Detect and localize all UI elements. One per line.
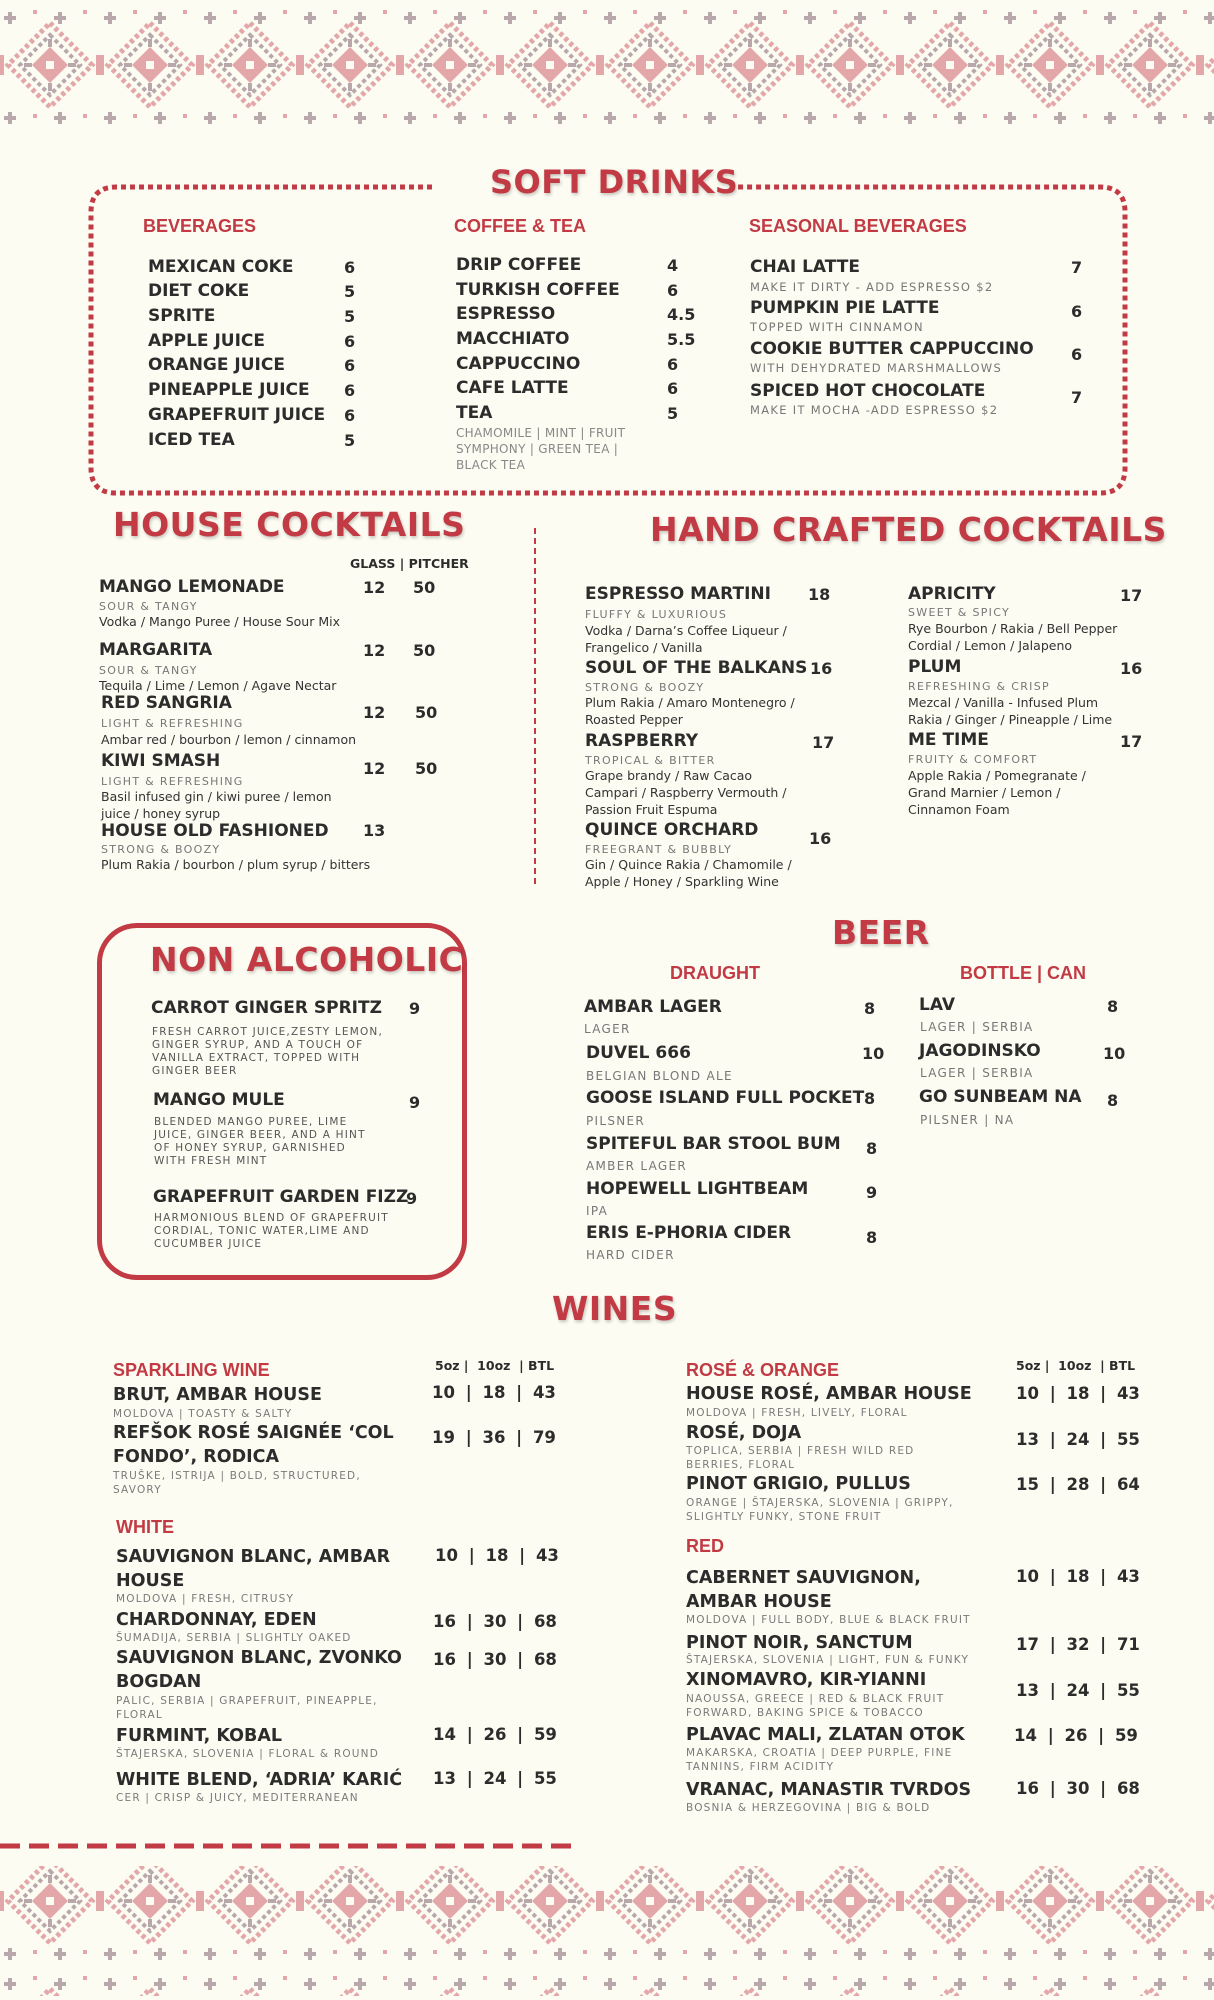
top-pattern-border <box>0 0 1214 148</box>
wine-note: ŠUMADIJA, SERBIA | SLIGHTLY OAKED <box>116 1632 352 1644</box>
wine-name: HOUSE ROSÉ, AMBAR HOUSE <box>686 1384 972 1404</box>
bottle-name: LAV <box>919 995 955 1015</box>
wine-note: CER | CRISP & JUICY, MEDITERRANEAN <box>116 1792 359 1804</box>
craft-cocktail-name: ESPRESSO MARTINI <box>585 584 771 604</box>
beverage-price: 5 <box>344 307 356 326</box>
beverage-price: 6 <box>344 406 356 425</box>
draught-style: HARD CIDER <box>586 1248 675 1262</box>
craft-cocktail-desc: Gin / Quince Rakia / Chamomile / Apple / Honey / Sparkling Wine <box>585 857 792 889</box>
wine-prices: 16 | 30 | 68 <box>433 1650 557 1669</box>
beverage-price: 5 <box>344 431 356 450</box>
draught-price: 9 <box>866 1183 878 1202</box>
coffee-price: 6 <box>667 281 679 300</box>
wine-prices: 15 | 28 | 64 <box>1016 1475 1140 1494</box>
wine-name: WHITE BLEND, ‘ADRIA’ KARIĆ <box>116 1770 403 1790</box>
craft-cocktail-desc: Vodka / Darna’s Coffee Liqueur / Frangelico / Vanilla <box>585 623 787 655</box>
coffee-name: CAPPUCCINO <box>456 354 581 374</box>
wine-prices: 10 | 18 | 43 <box>1016 1384 1140 1403</box>
cocktail-pitcher-price: 50 <box>415 759 438 778</box>
wine-prices: 19 | 36 | 79 <box>432 1428 556 1447</box>
craft-cocktail-tag: SWEET & SPICY <box>908 606 1011 619</box>
beverage-price: 5 <box>344 282 356 301</box>
cocktail-pitcher-price: 50 <box>413 641 436 660</box>
wine-note: MOLDOVA | FRESH, LIVELY, FLORAL <box>686 1407 908 1419</box>
cocktail-glass-price: 12 <box>363 578 386 597</box>
craft-cocktail-desc: Apple Rakia / Pomegranate / Grand Marnier / Lemon / Cinnamon Foam <box>908 768 1086 817</box>
seasonal-note: WITH DEHYDRATED MARSHMALLOWS <box>750 361 1003 375</box>
wine-prices: 10 | 18 | 43 <box>1016 1567 1140 1586</box>
mocktail-desc: FRESH CARROT JUICE,ZESTY LEMON, GINGER SYRUP, AND A TOUCH OF VANILLA EXTRACT, TOPPED WITH GINGER BEER <box>152 1026 384 1077</box>
draught-style: BELGIAN BLOND ALE <box>586 1069 733 1083</box>
cocktail-desc: Plum Rakia / bourbon / plum syrup / bitters <box>101 857 371 872</box>
mocktail-desc: BLENDED MANGO PUREE, LIME JUICE, GINGER BEER, AND A HINT OF HONEY SYRUP, GARNISHED WITH FRESH MINT <box>154 1116 366 1167</box>
bottle-price: 8 <box>1107 1091 1119 1110</box>
draught-price: 8 <box>866 1139 878 1158</box>
coffee-price: 5 <box>667 404 679 423</box>
draught-style: LAGER <box>584 1022 631 1036</box>
beverage-name: MEXICAN COKE <box>148 257 294 277</box>
craft-cocktail-desc: Grape brandy / Raw Cacao Campari / Raspberry Vermouth / Passion Fruit Espuma <box>585 768 787 817</box>
craft-cocktail-price: 17 <box>1120 732 1143 751</box>
beverage-price: 6 <box>344 258 356 277</box>
house-cocktails-title: HOUSE COCKTAILS <box>113 505 466 544</box>
seasonal-note: TOPPED WITH CINNAMON <box>750 320 924 334</box>
craft-cocktail-price: 16 <box>809 829 832 848</box>
cocktail-glass-price: 13 <box>363 821 386 840</box>
craft-cocktail-tag: REFRESHING & CRISP <box>908 680 1050 693</box>
seasonal-name: SPICED HOT CHOCOLATE <box>750 381 986 401</box>
cocktail-name: RED SANGRIA <box>101 693 232 713</box>
seasonal-note: MAKE IT MOCHA -ADD ESPRESSO $2 <box>750 403 999 417</box>
bottom-pattern-border <box>0 1836 1214 2000</box>
bottle-price: 10 <box>1103 1044 1126 1063</box>
cocktail-glass-price: 12 <box>363 703 386 722</box>
cocktail-glass-price: 12 <box>363 641 386 660</box>
cocktail-pitcher-price: 50 <box>415 703 438 722</box>
wine-note: BOSNIA & HERZEGOVINA | BIG & BOLD <box>686 1802 931 1814</box>
mocktail-name: MANGO MULE <box>153 1090 285 1110</box>
tea-varieties-note: CHAMOMILE | MINT | FRUIT SYMPHONY | GREEN TEA | BLACK TEA <box>456 426 626 472</box>
wine-prices: 10 | 18 | 43 <box>435 1546 559 1565</box>
beverage-price: 6 <box>344 332 356 351</box>
draught-name: HOPEWELL LIGHTBEAM <box>586 1179 809 1199</box>
house-cocktails-col-header: GLASS | PITCHER <box>350 556 469 571</box>
mocktail-price: 9 <box>409 999 421 1018</box>
wine-prices: 13 | 24 | 55 <box>433 1769 557 1788</box>
cocktail-name: KIWI SMASH <box>101 751 221 771</box>
wine-note: MAKARSKA, CROATIA | DEEP PURPLE, FINE TANNINS, FIRM ACIDITY <box>686 1747 953 1773</box>
rose-orange-title: ROSÉ & ORANGE <box>686 1360 840 1380</box>
wine-name: PINOT NOIR, SANCTUM <box>686 1633 913 1653</box>
cocktail-glass-price: 12 <box>363 759 386 778</box>
coffee-price: 4.5 <box>667 305 696 324</box>
wine-name: VRANAC, MANASTIR TVRDOS <box>686 1780 972 1800</box>
craft-cocktail-price: 16 <box>1120 659 1143 678</box>
bottle-can-title: BOTTLE | CAN <box>960 963 1087 983</box>
coffee-name: TURKISH COFFEE <box>456 280 620 300</box>
craft-cocktail-name: RASPBERRY <box>585 731 699 751</box>
craft-cocktail-price: 17 <box>812 733 835 752</box>
draught-price: 8 <box>864 999 876 1018</box>
wine-name: CHARDONNAY, EDEN <box>116 1610 317 1630</box>
cocktail-name: MARGARITA <box>99 640 213 660</box>
beverage-name: PINEAPPLE JUICE <box>148 380 310 400</box>
wine-note: TOPLICA, SERBIA | FRESH WILD RED BERRIES, FLORAL <box>686 1445 915 1471</box>
seasonal-name: PUMPKIN PIE LATTE <box>750 298 940 318</box>
cocktail-name: MANGO LEMONADE <box>99 577 285 597</box>
mocktail-name: GRAPEFRUIT GARDEN FIZZ <box>153 1187 409 1207</box>
wine-prices: 14 | 26 | 59 <box>1014 1726 1138 1745</box>
beverage-name: SPRITE <box>148 306 216 326</box>
beverage-name: ICED TEA <box>148 430 235 450</box>
beverage-name: GRAPEFRUIT JUICE <box>148 405 326 425</box>
beverage-name: APPLE JUICE <box>148 331 265 351</box>
wine-note: TRUŠKE, ISTRIJA | BOLD, STRUCTURED, SAVORY <box>113 1470 361 1496</box>
craft-cocktail-name: SOUL OF THE BALKANS <box>585 658 808 678</box>
coffee-name: DRIP COFFEE <box>456 255 582 275</box>
wine-name: CABERNET SAUVIGNON, AMBAR HOUSE <box>686 1568 921 1612</box>
wine-note: NAOUSSA, GREECE | RED & BLACK FRUIT FORWARD, BAKING SPICE & TOBACCO <box>686 1693 945 1719</box>
seasonal-price: 7 <box>1071 388 1083 407</box>
hand-crafted-title: HAND CRAFTED COCKTAILS <box>650 510 1167 549</box>
wine-note: ŠTAJERSKA, SLOVENIA | LIGHT, FUN & FUNKY <box>686 1654 970 1666</box>
craft-cocktail-tag: FRUITY & COMFORT <box>908 753 1038 766</box>
wine-name: XINOMAVRO, KIR-YIANNI <box>686 1670 927 1690</box>
wine-name: FURMINT, KOBAL <box>116 1726 283 1746</box>
craft-cocktail-desc: Mezcal / Vanilla - Infused Plum Rakia / Ginger / Pineapple / Lime <box>908 695 1113 727</box>
craft-cocktail-name: ME TIME <box>908 730 989 750</box>
coffee-price: 4 <box>667 256 679 275</box>
soft-drinks-title: SOFT DRINKS <box>490 163 739 201</box>
coffee-name: TEA <box>456 403 493 423</box>
draught-price: 8 <box>866 1228 878 1247</box>
coffee-tea-title: COFFEE & TEA <box>454 216 587 236</box>
craft-cocktail-price: 18 <box>808 585 831 604</box>
wine-name: SAUVIGNON BLANC, AMBAR HOUSE <box>116 1547 391 1591</box>
cocktail-desc: Tequila / Lime / Lemon / Agave Nectar <box>99 678 337 693</box>
bottle-price: 8 <box>1107 997 1119 1016</box>
craft-cocktail-tag: STRONG & BOOZY <box>585 681 705 694</box>
cocktail-desc: Ambar red / bourbon / lemon / cinnamon <box>101 732 357 747</box>
cocktail-tag: STRONG & BOOZY <box>101 843 221 856</box>
craft-cocktail-price: 17 <box>1120 586 1143 605</box>
wine-prices: 13 | 24 | 55 <box>1016 1681 1140 1700</box>
draught-style: IPA <box>586 1204 609 1218</box>
wine-name: PINOT GRIGIO, PULLUS <box>686 1474 911 1494</box>
seasonal-price: 6 <box>1071 302 1083 321</box>
wine-note: ŠTAJERSKA, SLOVENIA | FLORAL & ROUND <box>116 1748 380 1760</box>
beverage-name: ORANGE JUICE <box>148 355 285 375</box>
seasonal-name: CHAI LATTE <box>750 257 860 277</box>
beer-title: BEER <box>832 913 930 952</box>
craft-cocktail-desc: Plum Rakia / Amaro Montenegro / Roasted Pepper <box>585 695 795 727</box>
craft-cocktail-tag: FLUFFY & LUXURIOUS <box>585 608 728 621</box>
coffee-name: MACCHIATO <box>456 329 570 349</box>
beverage-price: 6 <box>344 356 356 375</box>
craft-cocktail-name: APRICITY <box>908 584 996 604</box>
craft-cocktail-tag: FREEGRANT & BUBBLY <box>585 843 733 856</box>
beverages-title: BEVERAGES <box>143 216 257 236</box>
bottle-name: GO SUNBEAM NA <box>919 1087 1082 1107</box>
draught-title: DRAUGHT <box>670 963 760 983</box>
coffee-name: ESPRESSO <box>456 304 556 324</box>
draught-name: AMBAR LAGER <box>584 997 722 1017</box>
draught-style: PILSNER <box>586 1114 646 1128</box>
craft-cocktail-tag: TROPICAL & BITTER <box>585 754 716 767</box>
wine-note: MOLDOVA | FRESH, CITRUSY <box>116 1593 295 1605</box>
wine-prices: 13 | 24 | 55 <box>1016 1430 1140 1449</box>
red-title: RED <box>686 1536 725 1556</box>
sparkling-title: SPARKLING WINE <box>113 1360 270 1380</box>
cocktail-pitcher-price: 50 <box>413 578 436 597</box>
wine-prices: 16 | 30 | 68 <box>433 1612 557 1631</box>
seasonal-price: 7 <box>1071 258 1083 277</box>
beverage-price: 6 <box>344 381 356 400</box>
seasonal-note: MAKE IT DIRTY - ADD ESPRESSO $2 <box>750 280 994 294</box>
wine-name: ROSÉ, DOJA <box>686 1423 802 1443</box>
seasonal-title: SEASONAL BEVERAGES <box>749 216 967 236</box>
cocktail-tag: SOUR & TANGY <box>99 600 198 613</box>
wine-col-header-right: 5oz | 10oz | BTL <box>1016 1358 1136 1373</box>
cocktail-tag: LIGHT & REFRESHING <box>101 717 244 730</box>
craft-cocktail-desc: Rye Bourbon / Rakia / Bell Pepper Cordial / Lemon / Jalapeno <box>908 621 1118 653</box>
mocktail-price: 9 <box>406 1189 418 1208</box>
cocktail-tag: LIGHT & REFRESHING <box>101 775 244 788</box>
wine-name: REFŠOK ROSÉ SAIGNÉE ‘COL FONDO’, RODICA <box>113 1423 394 1467</box>
bottle-style: LAGER | SERBIA <box>920 1020 1034 1034</box>
wine-note: ORANGE | ŠTAJERSKA, SLOVENIA | GRIPPY, SLIGHTLY FUNKY, STONE FRUIT <box>686 1497 954 1523</box>
cocktail-name: HOUSE OLD FASHIONED <box>101 821 329 841</box>
coffee-name: CAFE LATTE <box>456 378 569 398</box>
wine-note: MOLDOVA | FULL BODY, BLUE & BLACK FRUIT <box>686 1614 971 1626</box>
coffee-price: 6 <box>667 379 679 398</box>
seasonal-price: 6 <box>1071 345 1083 364</box>
wine-name: BRUT, AMBAR HOUSE <box>113 1385 322 1405</box>
mocktail-price: 9 <box>409 1093 421 1112</box>
draught-name: DUVEL 666 <box>586 1043 691 1063</box>
bottle-style: LAGER | SERBIA <box>920 1066 1034 1080</box>
mocktail-desc: HARMONIOUS BLEND OF GRAPEFRUIT CORDIAL, TONIC WATER,LIME AND CUCUMBER JUICE <box>154 1212 389 1250</box>
wine-note: PALIC, SERBIA | GRAPEFRUIT, PINEAPPLE, FLORAL <box>116 1695 378 1721</box>
coffee-price: 6 <box>667 355 679 374</box>
wine-prices: 16 | 30 | 68 <box>1016 1779 1140 1798</box>
craft-cocktail-name: PLUM <box>908 657 962 677</box>
wine-prices: 14 | 26 | 59 <box>433 1725 557 1744</box>
wine-prices: 17 | 32 | 71 <box>1016 1635 1140 1654</box>
wine-prices: 10 | 18 | 43 <box>432 1383 556 1402</box>
non-alcoholic-title: NON ALCOHOLIC <box>150 940 464 979</box>
draught-name: SPITEFUL BAR STOOL BUM <box>586 1134 841 1154</box>
craft-cocktail-name: QUINCE ORCHARD <box>585 820 759 840</box>
bottle-style: PILSNER | NA <box>920 1113 1015 1127</box>
beverage-name: DIET COKE <box>148 281 250 301</box>
wine-col-header-left: 5oz | 10oz | BTL <box>435 1358 555 1373</box>
coffee-price: 5.5 <box>667 330 696 349</box>
cocktail-desc: Basil infused gin / kiwi puree / lemon juice / honey syrup <box>101 789 332 821</box>
white-title: WHITE <box>116 1517 174 1537</box>
draught-style: AMBER LAGER <box>586 1159 688 1173</box>
cocktail-desc: Vodka / Mango Puree / House Sour Mix <box>99 614 340 629</box>
craft-cocktail-price: 16 <box>810 659 833 678</box>
column-divider <box>534 528 536 884</box>
draught-name: GOOSE ISLAND FULL POCKET <box>586 1088 865 1108</box>
wine-name: SAUVIGNON BLANC, ZVONKO BOGDAN <box>116 1648 402 1692</box>
mocktail-name: CARROT GINGER SPRITZ <box>151 998 382 1018</box>
draught-name: ERIS E-PHORIA CIDER <box>586 1223 792 1243</box>
bottle-name: JAGODINSKO <box>919 1041 1041 1061</box>
wine-note: MOLDOVA | TOASTY & SALTY <box>113 1408 293 1420</box>
wine-name: PLAVAC MALI, ZLATAN OTOK <box>686 1725 965 1745</box>
cocktail-tag: SOUR & TANGY <box>99 664 198 677</box>
draught-price: 10 <box>862 1044 885 1063</box>
seasonal-name: COOKIE BUTTER CAPPUCCINO <box>750 339 1034 359</box>
draught-price: 8 <box>864 1089 876 1108</box>
wines-title: WINES <box>552 1289 678 1328</box>
